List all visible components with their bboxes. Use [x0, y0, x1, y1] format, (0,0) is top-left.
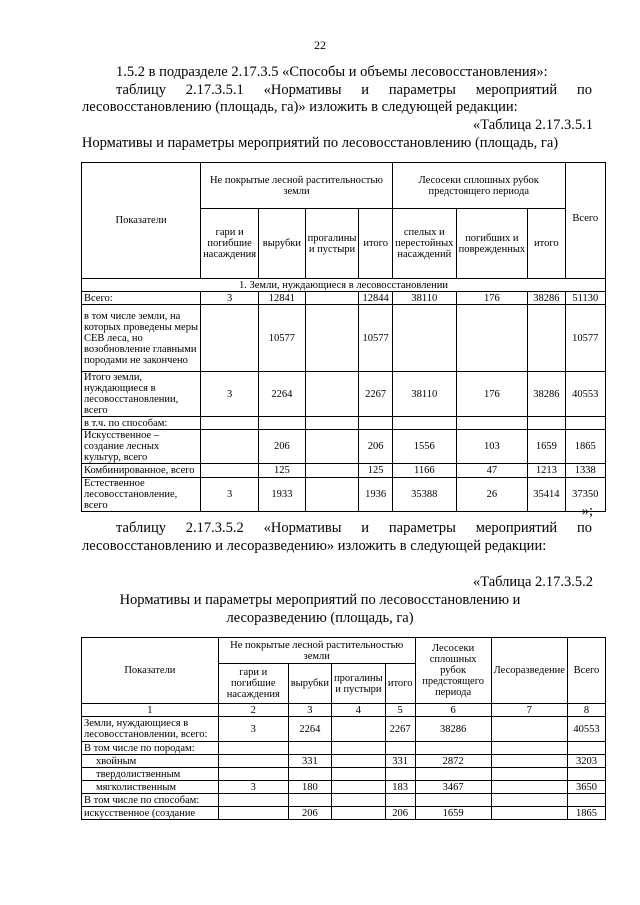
table1-title: Нормативы и параметры мероприятий по лесовосстановлению (площадь, га) — [81, 135, 559, 151]
table-row — [82, 717, 606, 742]
row-label: мягколиственным — [82, 781, 219, 794]
cell — [415, 768, 491, 781]
cell: 3650 — [567, 781, 605, 794]
cell: 3 — [218, 781, 288, 794]
cell — [288, 742, 331, 755]
table1-closing-quote: »; — [581, 503, 593, 519]
cell: 38110 — [392, 372, 456, 417]
cell — [218, 807, 288, 820]
row-label: твердолиственным — [82, 768, 219, 781]
cell: 3 — [201, 478, 259, 512]
cell — [385, 768, 415, 781]
cell: 1556 — [392, 430, 456, 464]
header-clearcut: вырубки — [259, 209, 306, 279]
table-row — [82, 464, 606, 478]
header-burned: гари и погибшие насаждения — [201, 209, 259, 279]
cell: 12844 — [359, 292, 393, 305]
table-row — [82, 372, 606, 417]
table1-reference: «Таблица 2.17.3.5.1 — [472, 117, 593, 133]
header-subtotal-2: итого — [528, 209, 565, 279]
row-label: в т.ч. по способам: — [82, 417, 201, 430]
cell: 125 — [359, 464, 393, 478]
cell: 1865 — [567, 807, 605, 820]
table-row — [82, 807, 606, 820]
cell: 176 — [456, 292, 528, 305]
cell — [305, 417, 359, 430]
cell: 40553 — [565, 372, 605, 417]
cell: 47 — [456, 464, 528, 478]
header-glades: прогалины и пустыри — [332, 664, 386, 704]
table-row — [82, 755, 606, 768]
cell: 1166 — [392, 464, 456, 478]
cell — [491, 794, 567, 807]
cell — [491, 768, 567, 781]
column-number: 6 — [415, 704, 491, 717]
table-row — [82, 768, 606, 781]
cell — [218, 794, 288, 807]
paragraph-intro: 1.5.2 в подразделе 2.17.3.5 «Способы и объемы лесовосстановления»: — [116, 64, 548, 80]
cell — [218, 755, 288, 768]
cell: 206 — [385, 807, 415, 820]
cell: 331 — [385, 755, 415, 768]
header-afforestation: Лесоразведение — [491, 638, 567, 704]
cell — [491, 717, 567, 742]
table2-title-line1: Нормативы и параметры мероприятий по лесовосстановлению и — [119, 592, 521, 608]
row-label: Всего: — [82, 292, 201, 305]
cell — [332, 781, 386, 794]
cell: 35388 — [392, 478, 456, 512]
paragraph-table2-line1: таблицу 2.17.3.5.2 «Нормативы и параметры мероприятий по — [116, 520, 592, 536]
row-label: В том числе по породам: — [82, 742, 219, 755]
column-number: 2 — [218, 704, 288, 717]
row-label: В том числе по способам: — [82, 794, 219, 807]
row-label: хвойным — [82, 755, 219, 768]
cell — [332, 807, 386, 820]
cell — [491, 755, 567, 768]
cell: 206 — [288, 807, 331, 820]
header-damaged: погибших и поврежденных — [456, 209, 528, 279]
cell — [201, 417, 259, 430]
paragraph-table1-line2: лесовосстановлению (площадь, га)» изложить в следующей редакции: — [82, 99, 518, 115]
cell: 51130 — [565, 292, 605, 305]
cell: 1338 — [565, 464, 605, 478]
cell: 38110 — [392, 292, 456, 305]
page-number: 22 — [314, 38, 326, 52]
cell: 176 — [456, 372, 528, 417]
cell — [201, 305, 259, 372]
cell: 3203 — [567, 755, 605, 768]
row-label: в том числе земли, на которых проведены меры СЕВ леса, но возобновление главными породами не закончено — [82, 305, 201, 372]
cell — [218, 742, 288, 755]
header-total: Всего — [565, 163, 605, 279]
cell — [305, 292, 359, 305]
header-clear-cuttings: Лесосеки сплошных рубок предстоящего периода — [415, 638, 491, 704]
header-indicators: Показатели — [82, 638, 219, 704]
cell — [201, 430, 259, 464]
cell: 12841 — [259, 292, 306, 305]
row-label: Итого земли, нуждающиеся в лесовосстановлении, всего — [82, 372, 201, 417]
cell: 1865 — [565, 430, 605, 464]
header-indicators: Показатели — [82, 163, 201, 279]
cell — [259, 417, 306, 430]
table-1 — [81, 162, 606, 512]
header-burned: гари и погибшие насаждения — [218, 664, 288, 704]
cell — [305, 430, 359, 464]
cell: 37350 — [565, 478, 605, 512]
header-subtotal: итого — [359, 209, 393, 279]
cell: 3467 — [415, 781, 491, 794]
cell: 2267 — [359, 372, 393, 417]
cell — [359, 417, 393, 430]
cell: 1659 — [415, 807, 491, 820]
table-row — [82, 794, 606, 807]
cell — [332, 717, 386, 742]
cell: 206 — [259, 430, 306, 464]
cell: 3 — [201, 372, 259, 417]
row-label: Естественное лесовосстановление, всего — [82, 478, 201, 512]
cell — [567, 794, 605, 807]
table-row — [82, 305, 606, 372]
cell — [332, 755, 386, 768]
column-number: 4 — [332, 704, 386, 717]
cell: 331 — [288, 755, 331, 768]
cell — [567, 768, 605, 781]
cell — [415, 794, 491, 807]
cell — [415, 742, 491, 755]
cell — [288, 768, 331, 781]
cell: 1659 — [528, 430, 565, 464]
column-numbers-row — [82, 704, 606, 717]
cell — [528, 417, 565, 430]
cell — [332, 794, 386, 807]
cell: 35414 — [528, 478, 565, 512]
table2-reference: «Таблица 2.17.3.5.2 — [472, 574, 593, 590]
cell: 1936 — [359, 478, 393, 512]
cell — [288, 794, 331, 807]
column-number: 1 — [82, 704, 219, 717]
paragraph-table2-line2: лесовосстановлению и лесоразведению» изложить в следующей редакции: — [82, 538, 547, 554]
column-number: 8 — [567, 704, 605, 717]
cell — [491, 807, 567, 820]
cell: 40553 — [567, 717, 605, 742]
cell — [491, 742, 567, 755]
cell — [305, 464, 359, 478]
row-label: Комбинированное, всего — [82, 464, 201, 478]
header-uncovered-lands: Не покрытые лесной растительностью земли — [218, 638, 415, 664]
table2-title-line2: лесоразведению (площадь, га) — [226, 610, 414, 626]
cell — [456, 417, 528, 430]
cell — [456, 305, 528, 372]
cell: 2264 — [288, 717, 331, 742]
row-label: Земли, нуждающиеся в лесовосстановлении, всего: — [82, 717, 219, 742]
header-overmature: спелых и перестойных насаждений — [392, 209, 456, 279]
row-label: Искусственное – создание лесных культур, всего — [82, 430, 201, 464]
cell: 26 — [456, 478, 528, 512]
cell — [392, 305, 456, 372]
cell — [567, 742, 605, 755]
cell: 125 — [259, 464, 306, 478]
cell — [201, 464, 259, 478]
cell: 2264 — [259, 372, 306, 417]
table-row — [82, 417, 606, 430]
header-uncovered-lands: Не покрытые лесной растительностью земли — [201, 163, 393, 209]
table-row — [82, 430, 606, 464]
cell — [385, 794, 415, 807]
header-subtotal: итого — [385, 664, 415, 704]
cell: 103 — [456, 430, 528, 464]
cell — [565, 417, 605, 430]
cell — [392, 417, 456, 430]
column-number: 7 — [491, 704, 567, 717]
cell: 2872 — [415, 755, 491, 768]
cell: 1213 — [528, 464, 565, 478]
cell: 10577 — [565, 305, 605, 372]
cell: 1933 — [259, 478, 306, 512]
cell: 206 — [359, 430, 393, 464]
cell — [385, 742, 415, 755]
cell — [305, 372, 359, 417]
cell: 38286 — [528, 292, 565, 305]
cell — [528, 305, 565, 372]
header-clear-cuttings: Лесосеки сплошных рубок предстоящего периода — [392, 163, 565, 209]
row-label: искусственное (создание — [82, 807, 219, 820]
cell: 3 — [201, 292, 259, 305]
cell — [305, 305, 359, 372]
table-row — [82, 478, 606, 512]
cell: 2267 — [385, 717, 415, 742]
cell: 180 — [288, 781, 331, 794]
cell — [491, 781, 567, 794]
header-total: Всего — [567, 638, 605, 704]
table-row — [82, 292, 606, 305]
section-row: 1. Земли, нуждающиеся в лесовосстановлении — [82, 279, 606, 292]
cell: 183 — [385, 781, 415, 794]
table-row — [82, 742, 606, 755]
cell — [332, 768, 386, 781]
cell — [218, 768, 288, 781]
paragraph-table1-line1: таблицу 2.17.3.5.1 «Нормативы и параметры мероприятий по — [116, 82, 592, 98]
column-number: 5 — [385, 704, 415, 717]
header-glades: прогалины и пустыри — [305, 209, 359, 279]
cell: 10577 — [359, 305, 393, 372]
header-clearcut: вырубки — [288, 664, 331, 704]
cell: 38286 — [528, 372, 565, 417]
table-row — [82, 781, 606, 794]
table-2 — [81, 637, 606, 820]
cell — [332, 742, 386, 755]
cell: 10577 — [259, 305, 306, 372]
cell — [305, 478, 359, 512]
cell: 38286 — [415, 717, 491, 742]
cell: 3 — [218, 717, 288, 742]
column-number: 3 — [288, 704, 331, 717]
